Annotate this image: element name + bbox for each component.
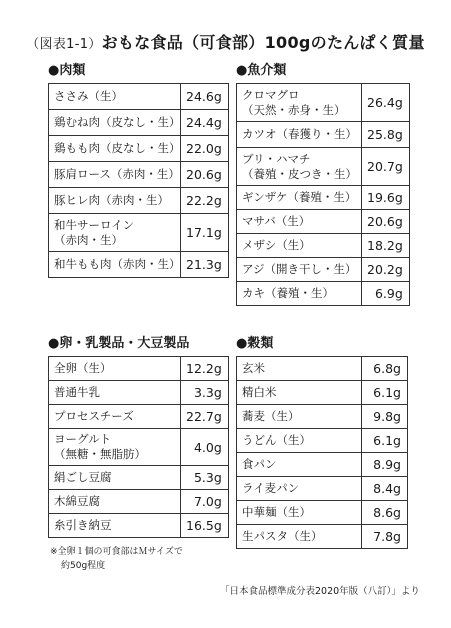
- table-row: [237, 405, 408, 429]
- footnote-line1: ※全卵１個の可食部はＭサイズで: [50, 547, 183, 557]
- protein-value: 6.1g: [362, 429, 408, 453]
- protein-value: 22.7g: [181, 405, 229, 429]
- food-name: 普通牛乳: [49, 381, 181, 405]
- food-name: 食パン: [237, 453, 362, 477]
- table-row: [49, 110, 229, 136]
- food-name: [237, 84, 362, 122]
- protein-value: 19.6g: [362, 186, 410, 210]
- table-row: [49, 188, 229, 214]
- food-name: アジ（開き干し・生）: [237, 258, 362, 282]
- protein-value: 22.2g: [181, 188, 229, 214]
- table-row: [49, 490, 229, 514]
- table-row: [237, 234, 410, 258]
- protein-value: 20.6g: [181, 162, 229, 188]
- protein-value: 18.2g: [362, 234, 410, 258]
- meat-heading: ●肉類: [48, 63, 86, 78]
- dairy-table: [48, 356, 229, 538]
- food-name-line1: 和牛サーロイン: [54, 217, 135, 232]
- table-row: [237, 84, 410, 122]
- protein-value: 17.1g: [181, 214, 229, 252]
- food-name: うどん（生）: [237, 429, 362, 453]
- food-name-line1: ブリ・ハマチ: [242, 151, 311, 166]
- food-name: カキ（養殖・生）: [237, 282, 362, 306]
- protein-value: 24.4g: [181, 110, 229, 136]
- food-name-line1: クロマグロ: [242, 87, 300, 102]
- food-name: 全卵（生）: [49, 357, 181, 381]
- footnote-line2: 約50g程度: [61, 561, 106, 571]
- table-row: [237, 357, 408, 381]
- protein-value: 8.9g: [362, 453, 408, 477]
- food-name: [49, 214, 181, 252]
- footnote: [50, 545, 183, 573]
- protein-value: 22.0g: [181, 136, 229, 162]
- protein-value: 20.7g: [362, 148, 410, 186]
- source-citation: 「日本食品標準成分表2020年版（八訂）」より: [220, 586, 420, 597]
- table-row: [49, 429, 229, 466]
- food-name: 絹ごし豆腐: [49, 466, 181, 490]
- protein-value: 25.8g: [362, 122, 410, 148]
- protein-value: 6.8g: [362, 357, 408, 381]
- food-name: 玄米: [237, 357, 362, 381]
- table-row: [49, 466, 229, 490]
- food-name: 豚ヒレ肉（赤肉・生）: [49, 188, 181, 214]
- protein-value: 24.6g: [181, 84, 229, 110]
- table-row: [237, 477, 408, 501]
- protein-value: 6.9g: [362, 282, 410, 306]
- protein-value: 3.3g: [181, 381, 229, 405]
- food-name-line2: （養殖・皮つき・生）: [242, 166, 357, 181]
- dairy-heading: ●卵・乳製品・大豆製品: [48, 336, 190, 351]
- table-row: [49, 162, 229, 188]
- food-name: 鶏むね肉（皮なし・生）: [49, 110, 181, 136]
- protein-value: 12.2g: [181, 357, 229, 381]
- protein-value: 6.1g: [362, 381, 408, 405]
- meat-table: [48, 83, 229, 278]
- table-row: [237, 429, 408, 453]
- title-text: おもな食品（可食部）100gのたんぱく質量: [101, 33, 425, 52]
- table-row: [49, 357, 229, 381]
- grains-table: [236, 356, 408, 549]
- table-row: [49, 405, 229, 429]
- table-row: [237, 186, 410, 210]
- grains-section: [236, 334, 408, 549]
- table-row: [237, 501, 408, 525]
- food-name: 豚肩ロース（赤肉・生）: [49, 162, 181, 188]
- food-name-line2: （赤肉・生）: [54, 232, 123, 247]
- protein-value: 9.8g: [362, 405, 408, 429]
- food-name: プロセスチーズ: [49, 405, 181, 429]
- protein-value: 21.3g: [181, 252, 229, 278]
- food-name-line2: （無糖・無脂肪）: [54, 447, 146, 461]
- food-name: ライ麦パン: [237, 477, 362, 501]
- table-row: [237, 210, 410, 234]
- table-row: [237, 148, 410, 186]
- food-name: [49, 429, 181, 466]
- food-name: 糸引き納豆: [49, 514, 181, 538]
- table-row: [237, 453, 408, 477]
- food-name: 蕎麦（生）: [237, 405, 362, 429]
- protein-value: 8.6g: [362, 501, 408, 525]
- food-name: [237, 148, 362, 186]
- food-name-line2: （天然・赤身・生）: [242, 102, 346, 117]
- table-row: [237, 525, 408, 549]
- food-name-line1: ヨーグルト: [54, 432, 112, 446]
- protein-value: 7.8g: [362, 525, 408, 549]
- figure-number: （図表1-1）: [26, 37, 102, 52]
- fish-section: [236, 61, 410, 306]
- table-row: [49, 252, 229, 278]
- protein-value: 16.5g: [181, 514, 229, 538]
- food-name: ささみ（生）: [49, 84, 181, 110]
- protein-value: 5.3g: [181, 466, 229, 490]
- food-name: マサバ（生）: [237, 210, 362, 234]
- food-name: 精白米: [237, 381, 362, 405]
- food-name: 木綿豆腐: [49, 490, 181, 514]
- page-title: [0, 30, 451, 53]
- grains-heading: ●穀類: [236, 336, 274, 351]
- protein-value: 26.4g: [362, 84, 410, 122]
- food-name: 和牛もも肉（赤肉・生）: [49, 252, 181, 278]
- dairy-section: [48, 334, 229, 538]
- table-row: [237, 381, 408, 405]
- food-name: ギンザケ（養殖・生）: [237, 186, 362, 210]
- food-name: カツオ（春獲り・生）: [237, 122, 362, 148]
- protein-value: 20.6g: [362, 210, 410, 234]
- protein-value: 8.4g: [362, 477, 408, 501]
- protein-value: 20.2g: [362, 258, 410, 282]
- protein-value: 7.0g: [181, 490, 229, 514]
- table-row: [237, 122, 410, 148]
- protein-value: 4.0g: [181, 429, 229, 466]
- table-row: [49, 214, 229, 252]
- table-row: [237, 258, 410, 282]
- food-name: 生パスタ（生）: [237, 525, 362, 549]
- food-name: 中華麺（生）: [237, 501, 362, 525]
- fish-heading: ●魚介類: [236, 63, 287, 78]
- table-row: [49, 514, 229, 538]
- food-name: メザシ（生）: [237, 234, 362, 258]
- table-row: [49, 381, 229, 405]
- table-row: [49, 84, 229, 110]
- meat-section: [48, 61, 229, 278]
- table-row: [49, 136, 229, 162]
- fish-table: [236, 83, 410, 306]
- table-row: [237, 282, 410, 306]
- food-name: 鶏もも肉（皮なし・生）: [49, 136, 181, 162]
